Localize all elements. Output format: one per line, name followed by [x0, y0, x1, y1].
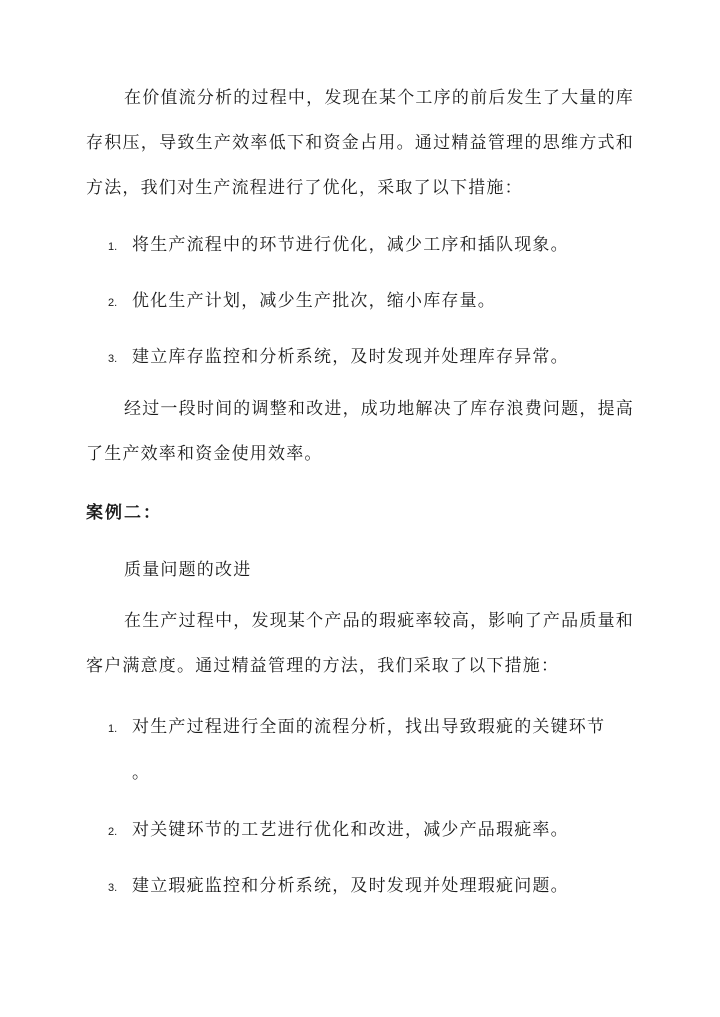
- list-item-text: 对生产过程进行全面的流程分析，找出导致瑕疵的关键环节: [132, 717, 606, 737]
- case2-intro-paragraph: 在生产过程中，发现某个产品的瑕疵率较高，影响了产品质量和客户满意度。通过精益管理的方法，我们采取了以下措施：: [86, 611, 634, 676]
- list-item-text: 建立瑕疵监控和分析系统，及时发现并处理瑕疵问题。: [132, 876, 569, 896]
- list-item-text: 优化生产计划，减少生产批次，缩小库存量。: [132, 291, 496, 311]
- list-item-text: 将生产流程中的环节进行优化，减少工序和插队现象。: [132, 235, 569, 255]
- list-number: 3.: [108, 353, 118, 365]
- list-item-text: 对关键环节的工艺进行优化和改进，减少产品瑕疵率。: [132, 820, 569, 840]
- case1-result-paragraph: 经过一段时间的调整和改进，成功地解决了库存浪费问题，提高了生产效率和资金使用效率。: [86, 399, 634, 464]
- case2-heading: 案例二：: [86, 503, 162, 523]
- case1-measure-3: [108, 342, 628, 367]
- case2-measure-3: [108, 871, 628, 896]
- case2-measure-1: [108, 712, 628, 737]
- list-number: 3.: [108, 882, 118, 894]
- case1-measure-2: [108, 286, 628, 311]
- list-item-text: 建立库存监控和分析系统，及时发现并处理库存异常。: [132, 347, 569, 367]
- list-number: 1.: [108, 723, 118, 735]
- case1-measure-1: [108, 230, 628, 255]
- case2-subtitle: 质量问题的改进: [124, 560, 252, 580]
- case2-measure-2: [108, 815, 628, 840]
- list-number: 2.: [108, 826, 118, 838]
- case1-intro-paragraph: 在价值流分析的过程中，发现在某个工序的前后发生了大量的库存积压，导致生产效率低下和资金占用。通过精益管理的思维方式和方法，我们对生产流程进行了优化，采取了以下措施：: [86, 88, 634, 198]
- list-number: 2.: [108, 297, 118, 309]
- list-number: 1.: [108, 241, 118, 253]
- case2-measure-1-continuation: 。: [132, 763, 149, 783]
